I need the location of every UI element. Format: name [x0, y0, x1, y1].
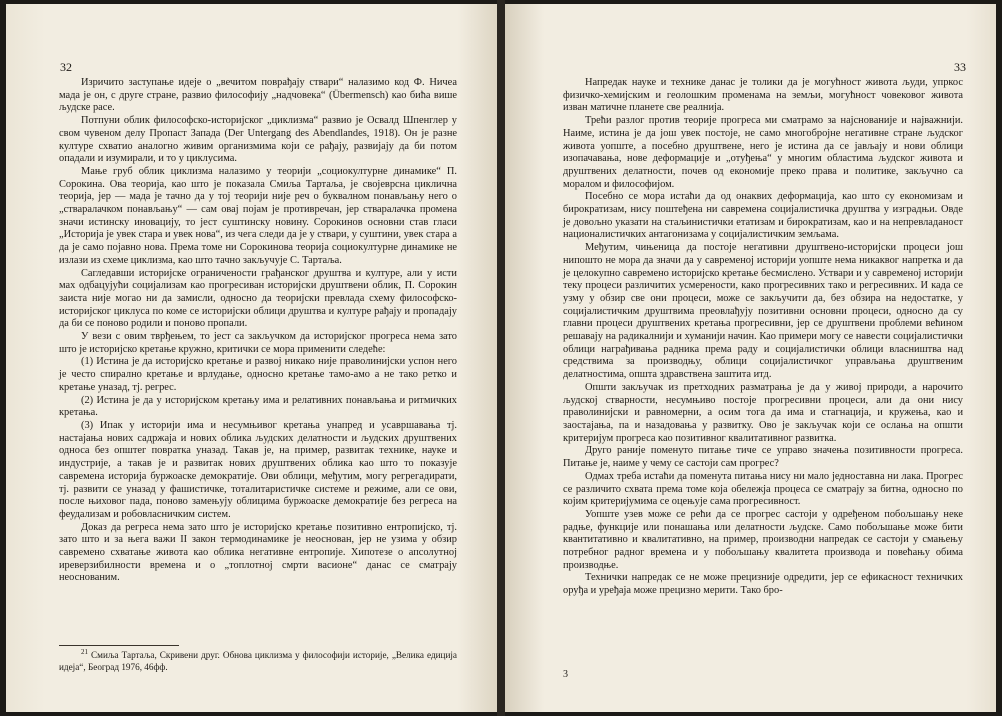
paragraph: Напредак науке и технике данас је толики да је могућност живота људи, упркос физичко-хемијским и геолошким променама на земљи, могућност човековог живота изван матичне планете све реалнија. — [563, 77, 963, 114]
footnote — [59, 647, 458, 673]
paragraph: (2) Истина је да у историјском кретању има и релативних понављања и ритмичких кретања. — [59, 394, 457, 419]
paragraph: Сагледавши историјске ограничености грађанског друштва и културе, али у исти мах одбацујући социјализам као прогресиван историјски друштвени облик, П. Сорокин заиста није могао ни да замисли, односно да теоријски превлада схему философско-историјског циклуса по коме се историјски облици друштва и културе рађају и пропадају да би се поново родили и поново пропали. — [59, 267, 457, 330]
paragraph: Међутим, чињеница да постоје негативни друштвено-историјски процеси још нипошто не мора да значи да у савременој историји уопште нема никаквог напретка и да је целокупно савремено историјско кретање бесмислено. Уствари и у савременој историји теку процеси различитих усмерености, како прогресивних тако и регресивних. И када се узму у обзир све они процеси, може се закључити да, без обзира на недостатке, у социјалистичким друштвима преовлађују позитивни основни процеси, односно да су главни процеси друштвених кретања прогресивни, јер се друштвени проблеми већином решавају на радикалнији и хуманији начин. Као примери могу се навести социјалистички облици награђивања радника према раду и социјалистички облици власништва над средствима за производњу, облици социјалистичког управљања друштвеним делатностима, општа здравствена заштита итд. — [563, 242, 963, 381]
right-page-body — [563, 77, 963, 598]
paragraph: Посебно се мора истаћи да од онаквих деформација, као што су економизам и бирократизам, нису поштеђена ни савремена социјалистичка друштва у изградњи. Овде је довољно указати на стаљинистички етатизам и бирократизам, као и на непревладаност националистичких антагонизама у социјалистичким земљама. — [563, 191, 963, 241]
paragraph: Изричито заступање идеје о „вечитом поврађају ствари“ налазимо код Ф. Ничеа мада је он, с друге стране, развио философију „надчовека“ (Übermensch) као бића више људске расе. — [59, 77, 457, 114]
left-page-body — [59, 77, 457, 585]
paragraph: У вези с овим тврђењем, то јест са закључком да историјског прогреса нема зато што је историјско кретање кружно, критички се мора применити следеће: — [59, 331, 457, 355]
paragraph: Потпуни облик философско-историјског „циклизма“ развио је Освалд Шпенглер у свом чувеном делу Пропаст Запада (Der Untergang des Abendlandes, 1918). Он је разне културе схватио аналогно живим организмима који се рађају, развијају да би потом опадали и изумирали, и то у циклусима. — [59, 115, 457, 165]
footnote-rule — [59, 645, 179, 646]
paragraph: Општи закључак из претходних разматрања је да у живој природи, а нарочито људској стварности, несумњиво постоје прогресивни процеси, али да они нису праволинијски и равномерни, а осим тога да има и стагнација, и кружења, као и заостајања, па и назадовања у развитку. Ово је закључак који се ослања на општи критеријум прогреса као позитивног квалитативног развитка. — [563, 381, 963, 444]
paragraph: Трећи разлог против теорије прогреса ми сматрамо за најснованије и најважнији. Наиме, истина је да још увек постоје, не само многобројне негативне стране људског живота уопште, а посебно друштвене, него је истина да се јављају и нови облици изопачавања, нове деформације и „отуђења“ у многим областима људског живота и друштвених делатности, почев од економије преко права и политике, закључно са моралом и философијом. — [563, 115, 963, 190]
paragraph: (1) Истина је да историјско кретање и развој никако није праволинијски успон него је често спирално кретање и врлудање, односно кретање тамо-амо а не тако ретко и кретање уназад, тј. регрес. — [59, 356, 457, 393]
book-gutter — [497, 0, 505, 716]
paragraph: Одмах треба истаћи да поменута питања нису ни мало једноставна ни лака. Прогрес се различито схвата према томе која обележја процеса се сматрају за битна, односно по којим критеријумима се оцењује сама прогресивност. — [563, 470, 963, 508]
paragraph: Друго раније поменуто питање тиче се управо значења позитивности прогреса. Питање је, наиме у чему се састоји сам прогрес? — [563, 445, 963, 470]
paragraph: Уопште узев може се рећи да се прогрес састоји у одређеном побољшању неке радње, функције или понашања или делатности људске. Само побољшање може бити квантитативно и квалитативно, на пример, производни напредак се састоји у смањењу потребног радног времена и у побољшању квалитета производа и повећању обима производње. — [563, 508, 963, 571]
right-page — [505, 4, 996, 712]
page-number-right: 33 — [954, 60, 966, 74]
paragraph: Мање груб облик циклизма налазимо у теорији „социокултурне динамике“ П. Сорокина. Ова теорија, као што је показала Смиља Тартаља, је својеврсна циклична теорија, јер — мада је тачно да у тој теорији није реч о буквалном понављању него о „стваралачком понављању“ — сам овај појам је противречан, јер стваралачка промена значи истинску иновацију, то јест суштинску новину. Сорокинов основни став гласи „Историја је увек стара и увек нова“, из чега следи да је у ствари, у суштини, увек стара а да је само појавно нова. Према томе ни Сорокинова теорија социокултурне динамике не излази из схеме циклизма, као што тачно закључује С. Тартаља. — [59, 165, 457, 266]
left-page — [6, 4, 497, 712]
footnote-marker: 21 — [81, 647, 88, 656]
page-number-left: 32 — [60, 60, 72, 74]
signature-mark: 3 — [563, 669, 568, 680]
footnote-text: Смиља Тартаља, Скривени друг. Обнова циклизма у философији историје, „Велика едиција идеја“, Београд 1976, 46фф. — [59, 650, 458, 672]
paragraph: (3) Ипак у историји има и несумњивог кретања унапред и усавршавања тј. настајања нових садржаја и нових облика људских делатности и људских друштвених односа без општег повратка уназад. Такав је, на пример, развитак технике, науке и индустрије, а такав је и развитак нових друштвених облика као што то показује савремена историја буржоаске демократије. Ови облици, међутим, могу регрегадирати, тј. развити се уназад у фашистичке, тоталитаристичке системе и режиме, али се ови, после њиховог пада, поново замењују облицима буржоаске демократије без регреса на феудализам и робовласничким систем. — [59, 419, 457, 520]
paragraph: Доказ да регреса нема зато што је историјско кретање позитивно ентропијско, тј. зато што и за њега важи II закон термодинамике је неоснован, јер не узима у обзир савремено схватање живота као облика негативне ентропије. Хипотезе о апсолутној иреверзибилности времена и о „топлотној смрти васионе“ данас се сматрају неоснованим. — [59, 521, 457, 584]
paragraph: Технички напредак се не може прецизније одредити, јер се ефикасност техничких оруђа и уређаја може прецизно мерити. Тако бро- — [563, 572, 963, 597]
